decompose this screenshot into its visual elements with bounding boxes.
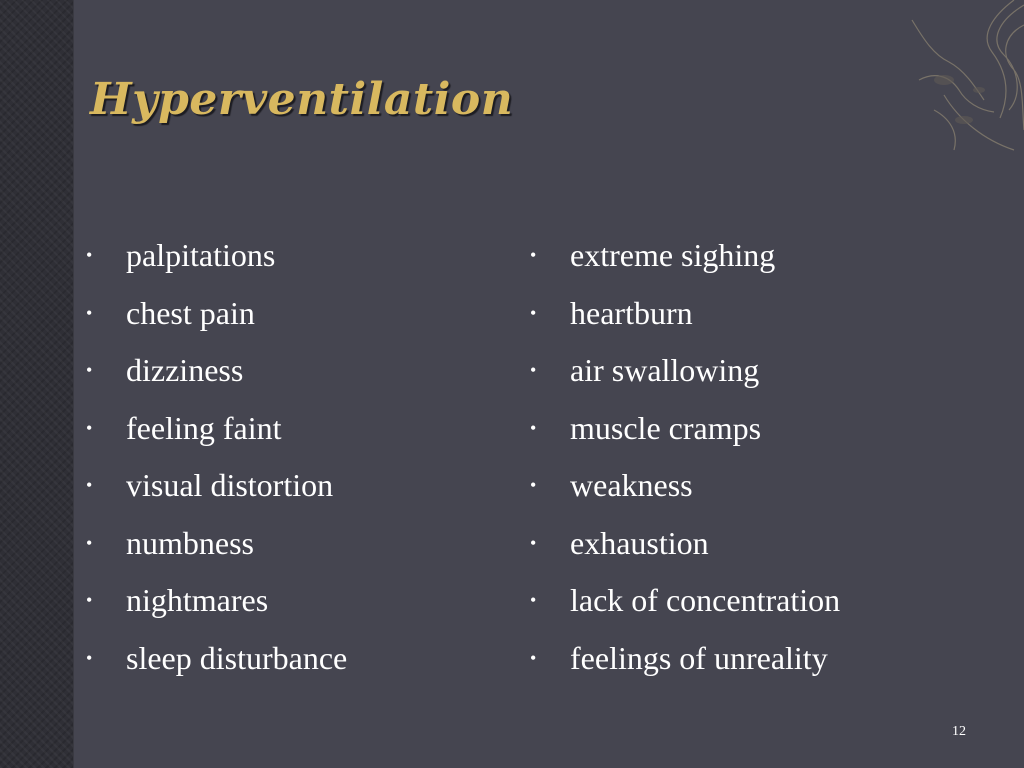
list-item: [530, 285, 840, 343]
list-item: [86, 572, 347, 630]
list-item-text: palpitations: [126, 237, 276, 274]
list-item: [530, 515, 840, 573]
list-item: [530, 342, 840, 400]
list-item: [86, 630, 347, 688]
slide-page-number: 12: [952, 724, 966, 739]
list-item: [86, 285, 347, 343]
bullet-icon: •: [530, 532, 537, 553]
list-item-text: air swallowing: [570, 352, 760, 389]
list-item: [86, 342, 347, 400]
list-item-text: lack of concentration: [570, 582, 841, 619]
decorative-swirl-icon: [904, 0, 1024, 160]
bullet-icon: •: [86, 590, 93, 611]
list-item-text: exhaustion: [570, 524, 709, 561]
list-item: [86, 400, 347, 458]
bullet-icon: •: [530, 245, 537, 266]
list-item-text: feeling faint: [126, 409, 282, 446]
list-item-text: feelings of unreality: [570, 639, 828, 676]
list-item: [530, 457, 840, 515]
bullet-icon: •: [86, 360, 93, 381]
list-item: [530, 227, 840, 285]
slide-title: Hyperventilation: [90, 74, 514, 125]
list-item-text: extreme sighing: [570, 237, 776, 274]
list-item-text: visual distortion: [126, 467, 334, 504]
list-item-text: weakness: [570, 467, 693, 504]
bullet-icon: •: [86, 475, 93, 496]
list-item-text: dizziness: [126, 352, 244, 389]
list-item: [530, 630, 840, 688]
bullet-icon: •: [86, 417, 93, 438]
list-item-text: chest pain: [126, 294, 255, 331]
list-item: [530, 400, 840, 458]
bullet-icon: •: [530, 417, 537, 438]
list-item: [530, 572, 840, 630]
left-texture-strip: [0, 0, 74, 768]
bullet-icon: •: [86, 302, 93, 323]
bullet-icon: •: [530, 647, 537, 668]
list-item-text: heartburn: [570, 294, 693, 331]
bullet-icon: •: [530, 590, 537, 611]
list-item-text: numbness: [126, 524, 254, 561]
right-bullet-list: [530, 227, 840, 687]
list-item: [86, 227, 347, 285]
bullet-icon: •: [530, 360, 537, 381]
left-bullet-list: [86, 227, 347, 687]
bullet-icon: •: [86, 245, 93, 266]
bullet-icon: •: [530, 302, 537, 323]
bullet-icon: •: [530, 475, 537, 496]
bullet-icon: •: [86, 647, 93, 668]
list-item-text: muscle cramps: [570, 409, 762, 446]
list-item: [86, 457, 347, 515]
bullet-icon: •: [86, 532, 93, 553]
list-item: [86, 515, 347, 573]
list-item-text: sleep disturbance: [126, 639, 348, 676]
list-item-text: nightmares: [126, 582, 269, 619]
